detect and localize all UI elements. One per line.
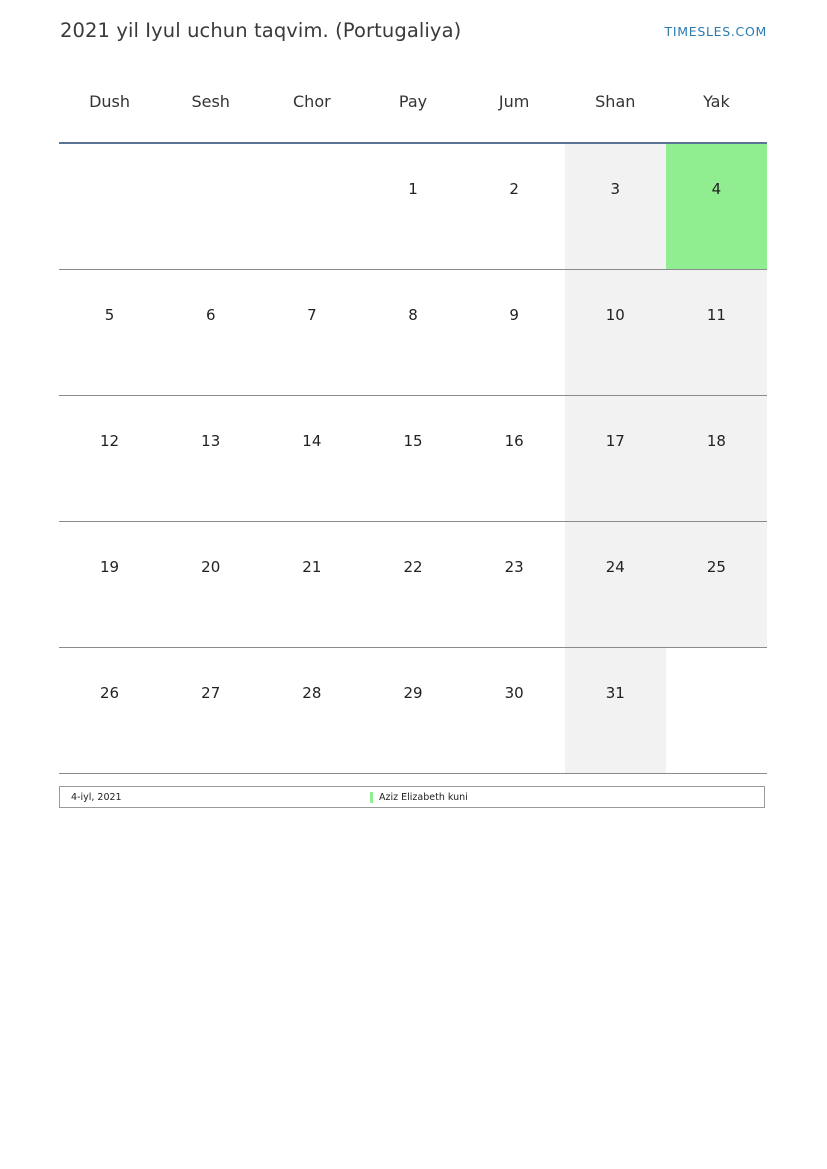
- calendar-week-row: [59, 270, 767, 396]
- day-number: 10: [605, 306, 625, 324]
- day-cell[interactable]: [261, 648, 362, 774]
- day-cell-weekend[interactable]: [565, 648, 666, 774]
- day-cell[interactable]: [160, 648, 261, 774]
- day-number: 6: [205, 306, 216, 324]
- day-cell[interactable]: [362, 396, 463, 522]
- weekday-header-thu: Pay: [398, 91, 428, 111]
- day-cell-weekend[interactable]: [565, 270, 666, 396]
- day-number: 2: [509, 180, 519, 198]
- day-number: [666, 648, 767, 686]
- day-number: 23: [504, 558, 524, 576]
- day-cell[interactable]: [362, 143, 463, 270]
- day-cell: [59, 143, 160, 270]
- page-title: 2021 yil Iyul uchun taqvim. (Portugaliya): [60, 19, 462, 42]
- day-number: 19: [100, 558, 120, 576]
- page-header: [0, 0, 827, 62]
- brand-link[interactable]: TIMESLES.COM: [664, 24, 767, 39]
- day-cell-holiday[interactable]: [666, 143, 767, 270]
- legend-bar: [59, 786, 765, 808]
- day-cell: [160, 143, 261, 270]
- day-number: 3: [610, 180, 621, 198]
- day-number: 13: [201, 432, 221, 450]
- day-number: 21: [302, 558, 322, 576]
- day-cell[interactable]: [464, 396, 565, 522]
- calendar-week-row: [59, 143, 767, 270]
- day-number: 18: [706, 432, 726, 450]
- legend-event: [370, 792, 468, 803]
- day-cell[interactable]: [160, 270, 261, 396]
- day-number: 20: [201, 558, 221, 576]
- day-number: 16: [504, 432, 524, 450]
- calendar-week-row: [59, 396, 767, 522]
- weekday-header-tue: Sesh: [191, 91, 230, 111]
- day-cell[interactable]: [362, 270, 463, 396]
- day-number: 1: [408, 180, 418, 198]
- calendar-head: [59, 78, 767, 143]
- day-cell[interactable]: [59, 522, 160, 648]
- legend-date: 4-iyl, 2021: [71, 791, 122, 803]
- weekday-header-mon: Dush: [89, 91, 131, 111]
- day-cell[interactable]: [59, 270, 160, 396]
- weekday-header-sun: Yak: [703, 91, 730, 111]
- day-number: [59, 144, 160, 182]
- weekday-header-fri: Jum: [498, 91, 530, 111]
- day-number: 9: [509, 306, 519, 324]
- day-cell[interactable]: [261, 270, 362, 396]
- day-number: 31: [605, 684, 625, 702]
- day-number: [160, 144, 261, 182]
- day-cell[interactable]: [464, 143, 565, 270]
- day-cell-weekend[interactable]: [666, 522, 767, 648]
- day-cell[interactable]: [362, 648, 463, 774]
- day-number: 4: [711, 180, 722, 198]
- day-cell[interactable]: [59, 648, 160, 774]
- weekday-row: [59, 78, 767, 143]
- day-number: 8: [408, 306, 418, 324]
- day-cell[interactable]: [464, 270, 565, 396]
- day-number: 29: [403, 684, 423, 702]
- day-number: 27: [201, 684, 221, 702]
- calendar-week-row: [59, 522, 767, 648]
- day-cell[interactable]: [464, 648, 565, 774]
- day-cell[interactable]: [261, 396, 362, 522]
- day-number: 30: [504, 684, 524, 702]
- day-cell[interactable]: [59, 396, 160, 522]
- day-number: 11: [706, 306, 726, 324]
- day-number: [261, 144, 362, 182]
- day-cell: [666, 648, 767, 774]
- day-cell-weekend[interactable]: [666, 270, 767, 396]
- day-cell-weekend[interactable]: [565, 396, 666, 522]
- day-number: 5: [104, 306, 115, 324]
- day-number: 24: [605, 558, 625, 576]
- legend-event-label: Aziz Elizabeth kuni: [379, 791, 468, 803]
- day-cell-weekend[interactable]: [666, 396, 767, 522]
- day-number: 25: [706, 558, 726, 576]
- day-cell: [261, 143, 362, 270]
- calendar-body: [59, 143, 767, 774]
- day-cell[interactable]: [261, 522, 362, 648]
- day-number: 17: [605, 432, 625, 450]
- weekday-header-sat: Shan: [595, 91, 636, 111]
- calendar-week-row: [59, 648, 767, 774]
- day-cell[interactable]: [362, 522, 463, 648]
- weekday-header-wed: Chor: [293, 91, 331, 111]
- day-cell-weekend[interactable]: [565, 143, 666, 270]
- holiday-color-swatch: [370, 792, 373, 803]
- day-cell[interactable]: [160, 522, 261, 648]
- day-number: 7: [307, 306, 317, 324]
- day-number: 15: [403, 432, 423, 450]
- day-number: 12: [100, 432, 120, 450]
- day-number: 28: [302, 684, 322, 702]
- day-number: 22: [403, 558, 423, 576]
- day-number: 14: [302, 432, 322, 450]
- calendar-table: [59, 78, 767, 774]
- day-number: 26: [100, 684, 120, 702]
- day-cell[interactable]: [160, 396, 261, 522]
- day-cell[interactable]: [464, 522, 565, 648]
- day-cell-weekend[interactable]: [565, 522, 666, 648]
